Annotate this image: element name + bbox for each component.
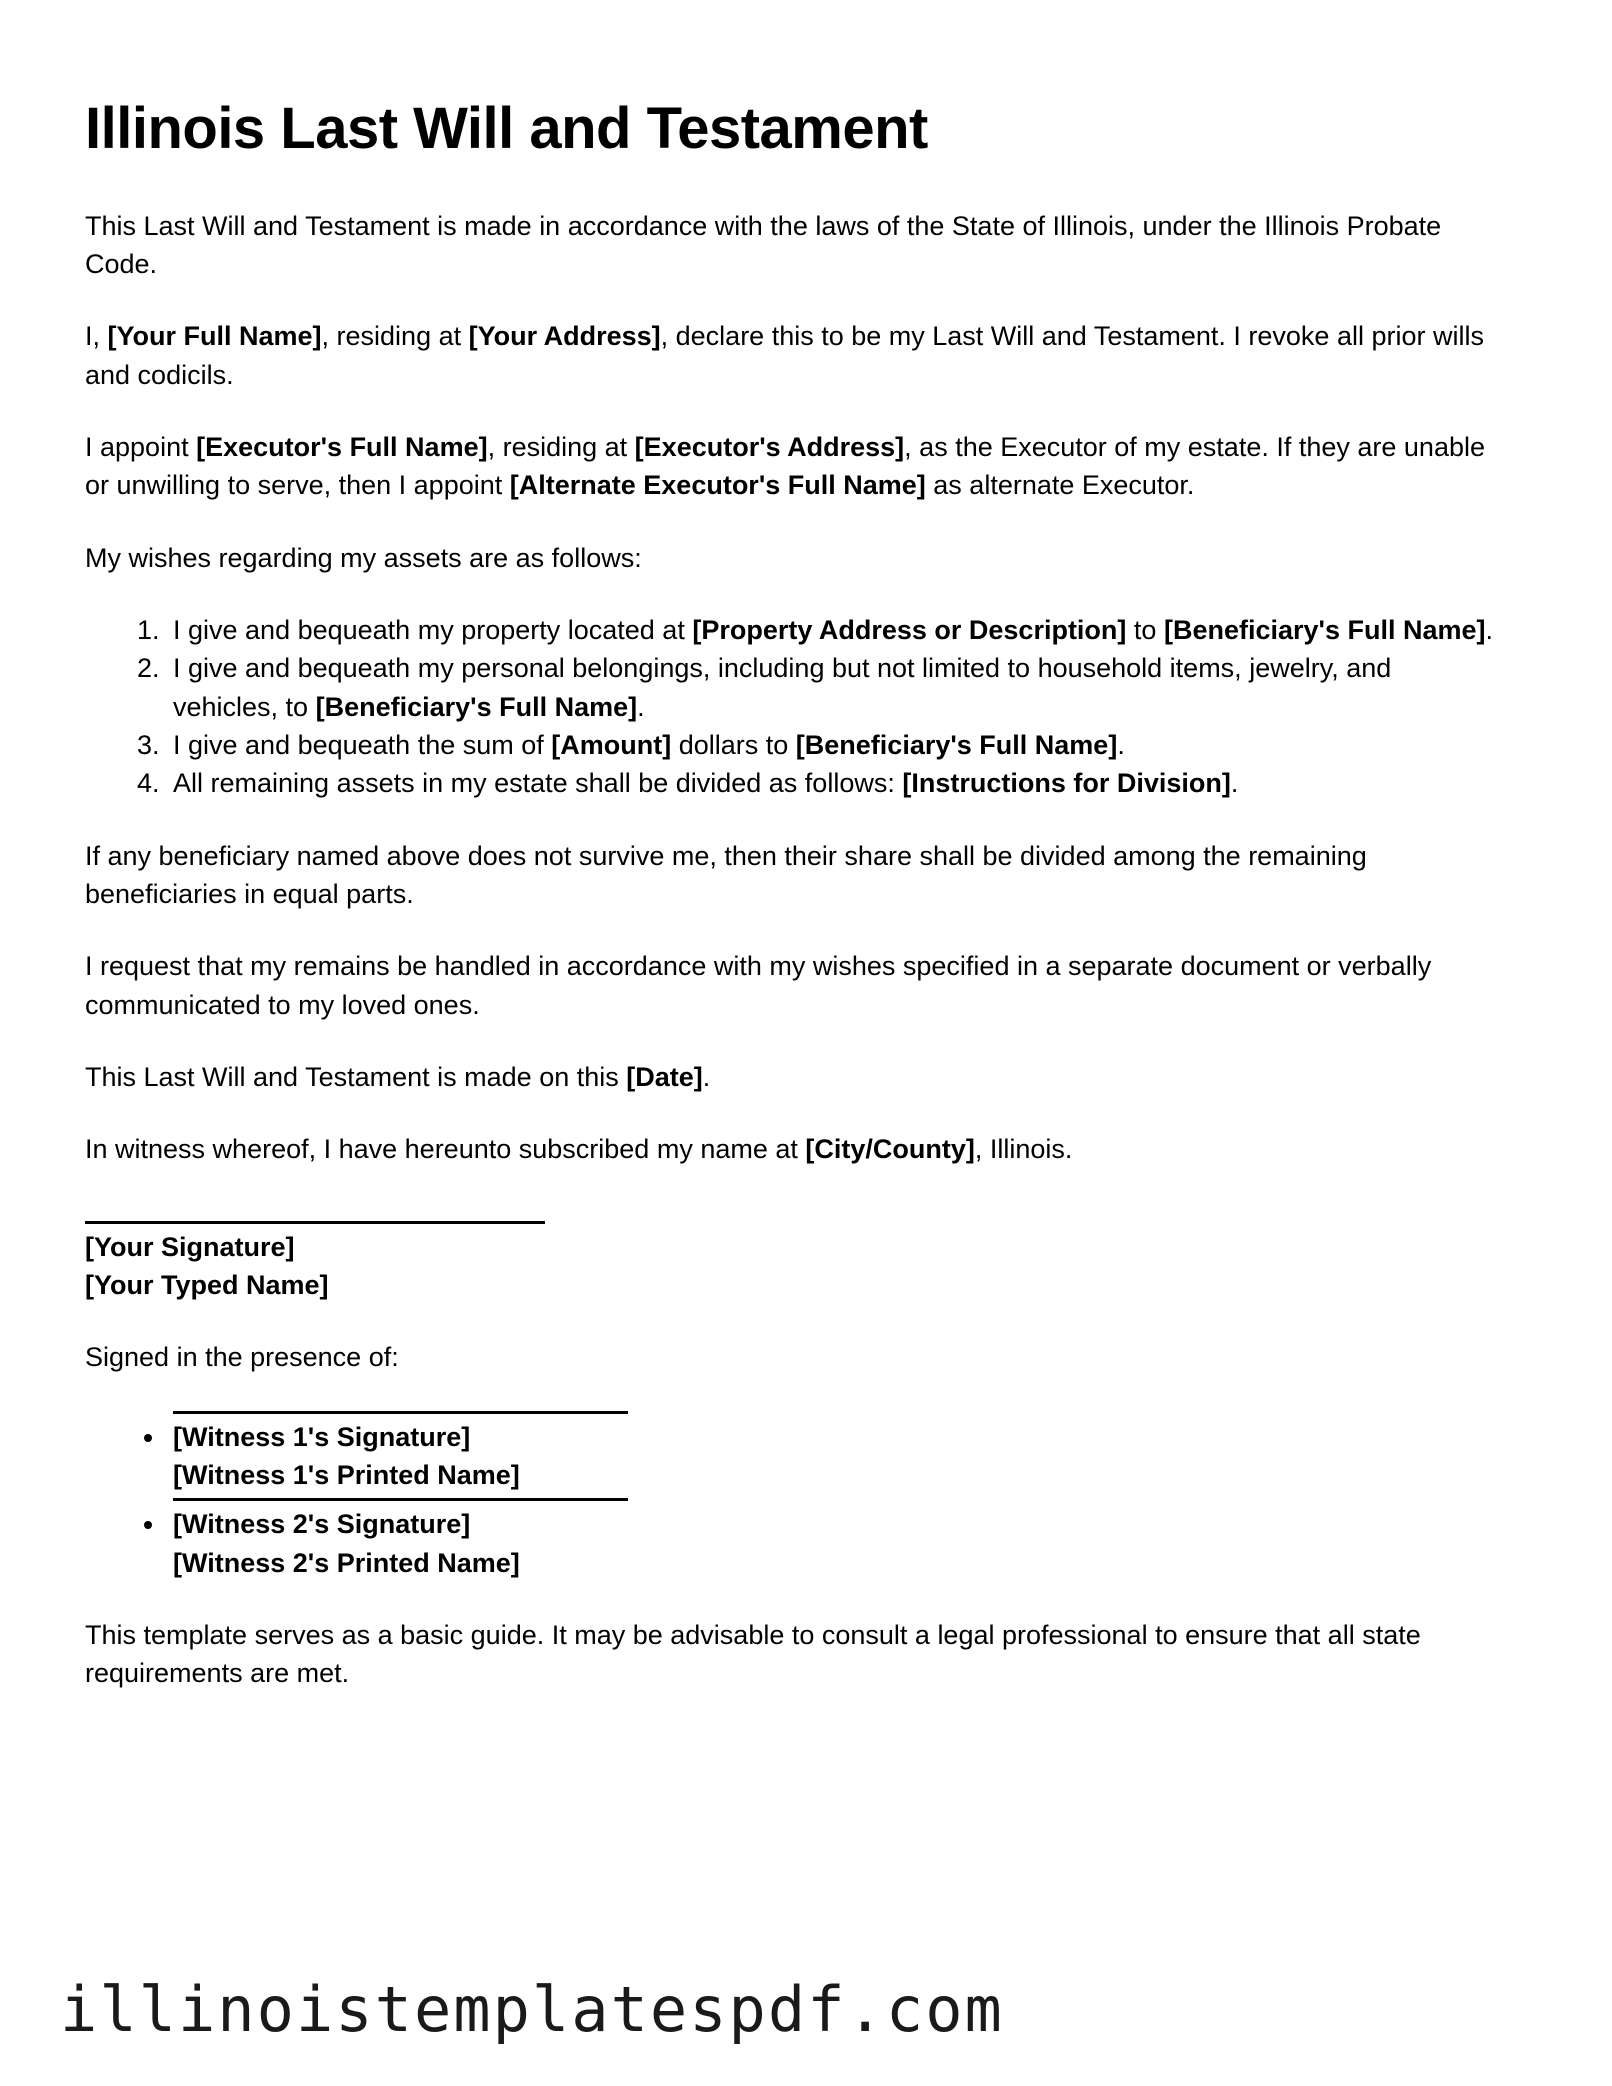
declaration-paragraph (85, 317, 1494, 394)
dated-paragraph (85, 1058, 1494, 1096)
asset-text-2: to (1126, 614, 1164, 645)
placeholder-instructions-for-division: [Instructions for Division] (902, 768, 1231, 799)
asset-text-1: All remaining assets in my estate shall be divided as follows: (173, 768, 903, 799)
signature-line (85, 1221, 545, 1224)
asset-text-3: . (1485, 614, 1493, 645)
placeholder-witness-1-signature: • [Witness 1's Signature] (173, 1421, 471, 1452)
placeholder-your-signature: [Your Signature] (85, 1231, 295, 1262)
placeholder-beneficiary-full-name: [Beneficiary's Full Name] (1163, 614, 1486, 645)
executor-paragraph (85, 428, 1494, 505)
placeholder-city-county: [City/County] (805, 1134, 975, 1165)
list-item (167, 1498, 1494, 1582)
asset-text-2: . (1230, 768, 1239, 799)
witness-list (85, 1411, 1494, 1582)
placeholder-executor-address: [Executor's Address] (634, 432, 905, 462)
page-title: Illinois Last Will and Testament (85, 96, 928, 161)
placeholder-amount: [Amount] (551, 729, 672, 760)
list-item (167, 649, 1494, 726)
declaration-text-3: , declare this to be my Last Will and Testament. I revoke all prior wills and codicils. (85, 321, 1484, 390)
footer-watermark: illinoistemplatespdf.com (60, 1973, 1004, 2046)
witness-whereof-paragraph (85, 1130, 1494, 1168)
placeholder-date: [Date] (626, 1061, 703, 1092)
asset-text-2: . (637, 691, 645, 722)
executor-text-4: as alternate Executor. (925, 470, 1195, 501)
witness-2-signature-line (173, 1498, 628, 1501)
executor-text-3: , as the Executor of my estate. If they are unable or unwilling to serve, then I appoint (85, 432, 1485, 501)
placeholder-witness-2-signature: • [Witness 2's Signature] (173, 1509, 471, 1540)
declaration-text-2: , residing at (321, 321, 469, 352)
remains-paragraph: I request that my remains be handled in accordance with my wishes specified in a separate document or verbally communicated to my loved ones. (85, 951, 1432, 1020)
placeholder-witness-2-printed-name: [Witness 2's Printed Name] (173, 1547, 520, 1578)
asset-list (85, 611, 1494, 803)
asset-text-1: I give and bequeath my property located at (173, 614, 693, 645)
declaration-text-1: I, (85, 321, 108, 352)
placeholder-property-address: [Property Address or Description] (692, 614, 1127, 645)
signed-presence-label: Signed in the presence of: (85, 1342, 399, 1373)
placeholder-executor-full-name: [Executor's Full Name] (196, 432, 488, 462)
placeholder-your-full-name: [Your Full Name] (107, 321, 322, 352)
executor-text-1: I appoint (85, 432, 197, 462)
placeholder-alternate-executor-full-name: [Alternate Executor's Full Name] (509, 470, 926, 501)
asset-text-1: I give and bequeath my personal belongings, including but not limited to household items, jewelry, and vehicles, to (173, 653, 1392, 722)
asset-text-2: dollars to (671, 729, 796, 760)
assets-lead-paragraph: My wishes regarding my assets are as follows: (85, 542, 642, 573)
dated-text-2: . (702, 1061, 711, 1092)
intro-paragraph: This Last Will and Testament is made in accordance with the laws of the State of Illinois, under the Illinois Probate Code. (85, 210, 1442, 280)
list-item (167, 764, 1494, 802)
placeholder-beneficiary-full-name: [Beneficiary's Full Name] (795, 729, 1118, 760)
dated-text-1: This Last Will and Testament is made on this (85, 1061, 627, 1092)
witness-whereof-text-1: In witness whereof, I have hereunto subscribed my name at (85, 1134, 806, 1165)
disclaimer-paragraph: This template serves as a basic guide. It may be advisable to consult a legal professional to ensure that all state requirements are met. (85, 1619, 1421, 1689)
placeholder-beneficiary-full-name: [Beneficiary's Full Name] (315, 691, 638, 722)
asset-text-3: . (1117, 729, 1125, 760)
placeholder-your-typed-name: [Your Typed Name] (85, 1269, 329, 1300)
list-item (167, 726, 1494, 764)
witness-1-signature-line (173, 1411, 628, 1414)
list-item (167, 1411, 1494, 1495)
placeholder-your-address: [Your Address] (468, 321, 661, 352)
witness-whereof-text-2: , Illinois. (974, 1134, 1073, 1165)
survivorship-paragraph: If any beneficiary named above does not survive me, then their share shall be divided among the remaining beneficiaries in equal parts. (85, 840, 1367, 909)
executor-text-2: , residing at (487, 432, 635, 462)
placeholder-witness-1-printed-name: [Witness 1's Printed Name] (173, 1459, 520, 1490)
list-item (167, 611, 1494, 649)
asset-text-1: I give and bequeath the sum of (173, 729, 552, 760)
signature-block (85, 1221, 1494, 1305)
